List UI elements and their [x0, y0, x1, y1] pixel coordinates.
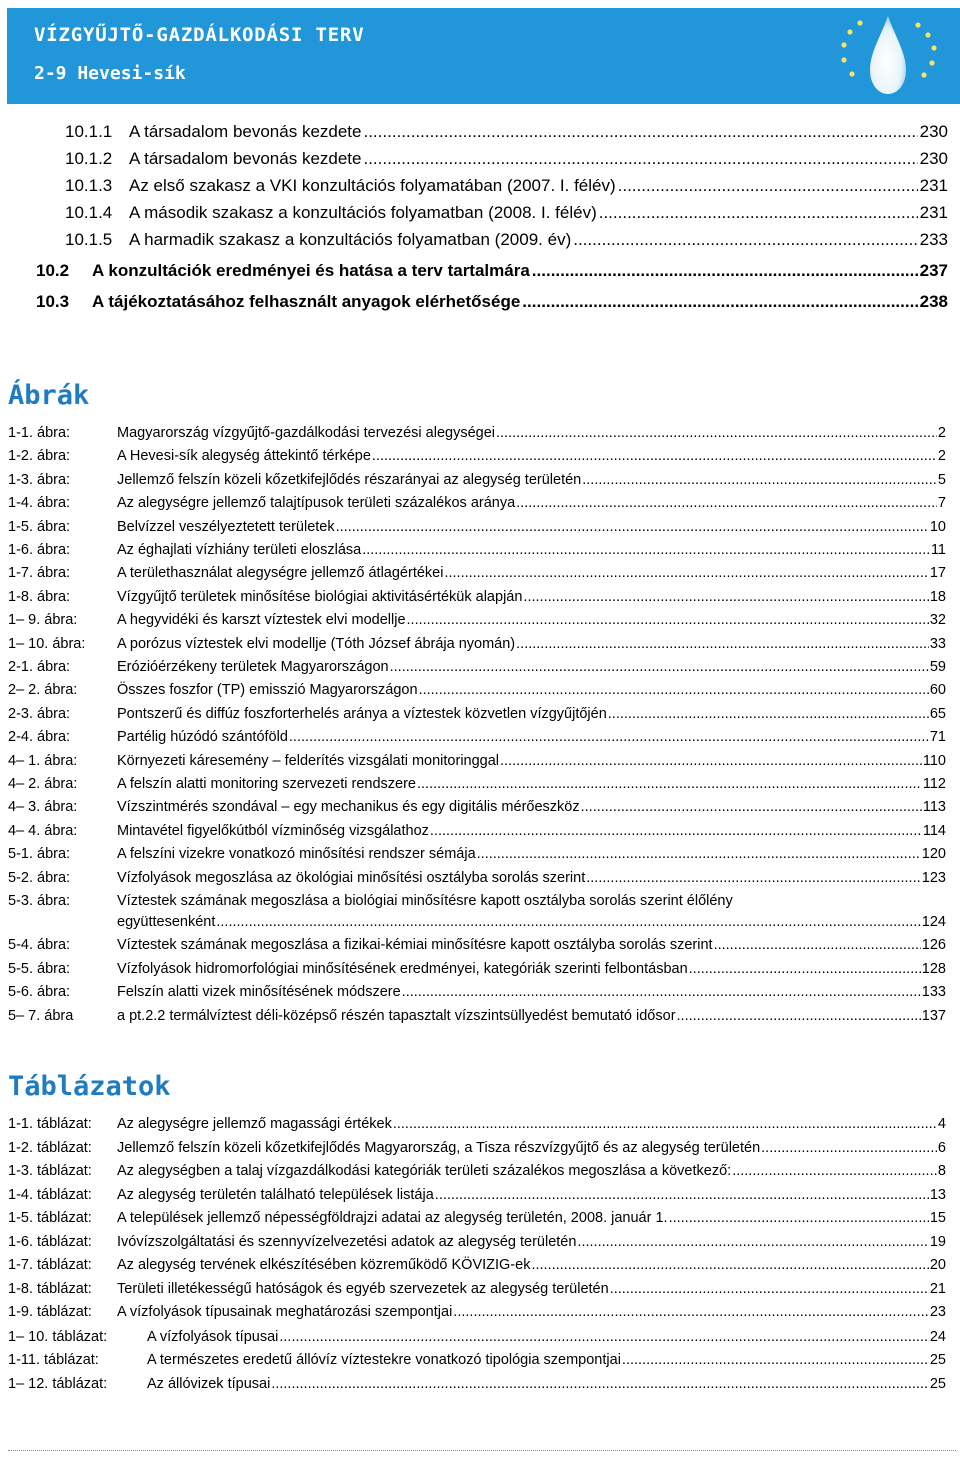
list-item-label: 1-5. ábra: — [8, 518, 71, 535]
list-item-page: 112 — [922, 776, 946, 792]
list-item[interactable] — [8, 472, 946, 488]
list-item[interactable] — [8, 1257, 946, 1273]
list-item[interactable] — [8, 1140, 946, 1156]
list-item-page: 2 — [937, 448, 946, 465]
list-item-label: 1-9. táblázat: — [8, 1304, 92, 1320]
list-item-page: 113 — [922, 799, 946, 816]
leader-dots — [390, 659, 929, 675]
list-item[interactable] — [8, 612, 946, 628]
list-item-page: 19 — [929, 1233, 946, 1250]
list-item-label: 1-4. ábra: — [8, 495, 71, 512]
toc-title: A második szakasz a konzultációs folyamatban (2008. I. félév) — [129, 203, 597, 222]
leader-dots — [531, 1257, 928, 1273]
leader-dots — [477, 846, 921, 862]
toc-page: 230 — [919, 122, 948, 141]
leader-dots — [599, 203, 918, 223]
list-item-title: A felszíni vizekre vonatkozó minősítési rendszer sémája — [117, 846, 476, 863]
list-item-label: 5-4. ábra: — [8, 937, 71, 954]
list-item[interactable] — [8, 495, 946, 511]
list-item-title: Vízfolyások megoszlása az ökológiai minősítési osztályba sorolás szerint — [117, 869, 586, 886]
leader-dots — [677, 1008, 921, 1024]
list-item-title: Partélig húzódó szántóföld — [117, 729, 288, 746]
list-item-page: 15 — [929, 1210, 946, 1226]
list-item-page: 25 — [929, 1352, 946, 1368]
list-item-page: 13 — [929, 1186, 946, 1203]
list-item-page: 4 — [937, 1116, 946, 1132]
leader-dots — [586, 870, 921, 886]
list-item-page: 59 — [929, 659, 946, 675]
leader-dots — [430, 823, 922, 839]
list-item[interactable] — [8, 448, 946, 464]
list-item-title: Az alegység tervének elkészítésében közreműködő KÖVIZIG-ek — [117, 1257, 531, 1273]
list-item-label: 1– 12. táblázat: — [8, 1375, 108, 1392]
document-title: VÍZGYŰJTŐ-GAZDÁLKODÁSI TERV — [34, 24, 365, 46]
leader-dots — [610, 1281, 929, 1297]
leader-dots — [523, 589, 928, 605]
list-item-label: 1-6. ábra: — [8, 542, 71, 558]
list-item-page: 33 — [929, 635, 946, 652]
toc-entry[interactable] — [65, 176, 948, 196]
list-item-page: 60 — [929, 682, 946, 699]
list-item[interactable] — [8, 636, 946, 652]
list-item-label: 2– 2. ábra: — [8, 682, 78, 699]
list-item-page: 120 — [921, 846, 946, 863]
list-item-label: 2-3. ábra: — [8, 705, 71, 722]
list-item-page: 126 — [921, 937, 946, 954]
toc-entry[interactable] — [65, 149, 948, 169]
toc-entry[interactable] — [36, 292, 948, 312]
list-item-title: Az alegységre jellemző magassági értékek — [117, 1116, 392, 1132]
toc-number: 10.1.1 — [65, 122, 113, 141]
leader-dots — [689, 961, 921, 977]
toc-entry[interactable] — [36, 261, 948, 281]
list-item-page: 32 — [929, 612, 946, 629]
list-item[interactable] — [8, 984, 946, 1000]
list-item-title: Az alegységben a talaj vízgazdálkodási kategóriák területi százalékos megoszlása a következő: — [117, 1163, 732, 1179]
list-item[interactable] — [117, 914, 946, 930]
list-item-title: A települések jellemző népességföldrajzi adatai az alegység területén, 2008. január 1. — [117, 1210, 668, 1226]
list-item[interactable] — [8, 519, 946, 535]
list-item-page: 6 — [937, 1139, 946, 1156]
leader-dots — [435, 1187, 929, 1203]
list-item-title: Mintavétel figyelőkútból vízminőség vizsgálathoz — [117, 822, 429, 839]
list-item-title: Jellemző felszín közeli kőzetkifejlődés Magyarország, a Tisza részvízgyűjtő és az alegység területén — [117, 1139, 761, 1156]
list-item-title: A porózus víztestek elvi modellje (Tóth József ábrája nyomán) — [117, 635, 516, 652]
list-item-page: 20 — [929, 1257, 946, 1273]
list-item-label: 1-7. ábra: — [8, 565, 71, 582]
leader-dots — [453, 1304, 929, 1320]
leader-dots — [516, 636, 929, 652]
list-item-page: 133 — [921, 984, 946, 1001]
leader-dots — [516, 495, 937, 511]
toc-page: 238 — [919, 292, 948, 311]
list-item-title: Belvízzel veszélyeztetett területek — [117, 518, 335, 535]
toc-title: A tájékoztatásához felhasznált anyagok elérhetősége — [92, 292, 521, 311]
list-item-label: 1-11. táblázat: — [8, 1352, 99, 1368]
list-item-label: 5-3. ábra: — [8, 893, 71, 909]
list-item-title: Az alegység területén található települések listája — [117, 1186, 434, 1203]
toc-page: 231 — [919, 176, 948, 195]
list-item[interactable] — [8, 565, 946, 581]
leader-dots — [761, 1140, 937, 1156]
list-item-page: 21 — [929, 1280, 946, 1297]
list-item-label: 2-4. ábra: — [8, 729, 71, 746]
list-item-label: 5– 7. ábra — [8, 1007, 74, 1024]
list-item-page: 71 — [929, 729, 946, 746]
list-item-label: 1– 9. ábra: — [8, 612, 78, 629]
leader-dots — [714, 937, 921, 953]
toc-entry[interactable] — [65, 203, 948, 223]
leader-dots — [608, 706, 929, 722]
list-item[interactable] — [8, 799, 946, 815]
list-item-title: Összes foszfor (TP) emisszió Magyarországon — [117, 682, 418, 699]
list-item[interactable] — [8, 542, 946, 558]
list-item-title: Környezeti káresemény – felderítés vizsgálati monitoringgal — [117, 752, 500, 769]
list-item-label: 1– 10. ábra: — [8, 635, 86, 652]
list-item-label: 1-3. ábra: — [8, 471, 71, 488]
list-item-page: 11 — [930, 542, 946, 558]
list-item[interactable] — [8, 870, 946, 886]
list-item-page: 5 — [937, 471, 946, 488]
toc-number: 10.3 — [36, 292, 70, 311]
toc-page: 233 — [919, 230, 948, 249]
list-item-title: A területhasználat alegységre jellemző átlagértékei — [117, 565, 444, 582]
list-item[interactable] — [8, 1234, 946, 1250]
list-item[interactable] — [8, 1116, 946, 1132]
list-item[interactable] — [8, 659, 946, 675]
list-item-label: 5-1. ábra: — [8, 846, 71, 863]
leader-dots — [500, 753, 922, 769]
leader-dots — [363, 149, 917, 169]
toc-number: 10.2 — [36, 261, 70, 280]
list-item-label: 2-1. ábra: — [8, 659, 71, 675]
list-item[interactable] — [8, 706, 946, 722]
list-item-page: 7 — [937, 495, 946, 512]
toc-title: Az első szakasz a VKI konzultációs folyamatában (2007. I. félév) — [129, 176, 616, 195]
header-banner — [7, 8, 960, 104]
list-item-page: 17 — [929, 565, 946, 582]
list-item[interactable] — [8, 589, 946, 605]
list-item[interactable] — [8, 1281, 946, 1297]
list-item-page: 23 — [929, 1304, 946, 1320]
list-item[interactable] — [8, 1008, 946, 1024]
list-item-page: 110 — [922, 752, 946, 769]
list-item[interactable] — [8, 1163, 946, 1179]
leader-dots — [581, 799, 922, 815]
leader-dots — [289, 729, 929, 745]
tables-heading: Táblázatok — [8, 1071, 171, 1102]
list-item-page: 18 — [929, 588, 946, 605]
leader-dots — [732, 1163, 937, 1179]
toc-number: 10.1.4 — [65, 203, 113, 222]
list-item-title: Pontszerű és diffúz foszforterhelés aránya a víztestek közvetlen vízgyűjtőjén — [117, 705, 607, 722]
list-item[interactable] — [8, 823, 946, 839]
list-item[interactable] — [8, 1187, 946, 1203]
leader-dots — [363, 122, 917, 142]
list-item-title: Jellemző felszín közeli kőzetkifejlődés részarányai az alegység területén — [117, 471, 582, 488]
list-item-label: 1-2. ábra: — [8, 448, 71, 465]
list-item-label: 5-2. ábra: — [8, 869, 71, 886]
list-item-label: 1– 10. táblázat: — [8, 1328, 108, 1345]
list-item[interactable] — [8, 753, 946, 769]
water-drop-stars-logo-icon — [822, 12, 954, 102]
leader-dots — [417, 776, 922, 792]
footer-rule — [8, 1450, 956, 1451]
list-item-title: A természetes eredetű állóvíz víztestekre vonatkozó tipológia szempontjai — [147, 1352, 621, 1368]
list-item-title: Területi illetékességű hatóságok és egyéb szervezetek az alegység területén — [117, 1280, 609, 1297]
toc-page: 237 — [919, 261, 948, 280]
list-item[interactable] — [8, 425, 946, 441]
list-item-title: Az alegységre jellemző talajtípusok területi százalékos aránya — [117, 495, 516, 512]
figures-heading: Ábrák — [8, 380, 90, 411]
list-item-label: 4– 2. ábra: — [8, 776, 78, 792]
list-item-title: Magyarország vízgyűjtő-gazdálkodási tervezési alegységei — [117, 425, 495, 441]
list-item-title: Felszín alatti vizek minősítésének módszere — [117, 984, 401, 1001]
list-item[interactable] — [8, 1304, 946, 1320]
list-item-title: A vízfolyások típusai — [147, 1328, 279, 1345]
toc-title: A társadalom bevonás kezdete — [129, 122, 362, 141]
list-item[interactable] — [8, 1210, 946, 1226]
list-item-label: 5-6. ábra: — [8, 984, 71, 1001]
leader-dots — [279, 1329, 928, 1345]
leader-dots — [522, 292, 917, 312]
toc-number: 10.1.5 — [65, 230, 113, 249]
list-item[interactable] — [8, 961, 946, 977]
list-item-label: 1-8. ábra: — [8, 588, 71, 605]
leader-dots — [582, 472, 937, 488]
list-item[interactable] — [8, 1352, 946, 1368]
document-subtitle: 2-9 Hevesi-sík — [34, 63, 186, 84]
list-item-title: Víztestek számának megoszlása a fizikai-kémiai minősítésre kapott osztályba sorolás szerint — [117, 937, 713, 954]
leader-dots — [496, 425, 937, 441]
leader-dots — [372, 448, 937, 464]
list-item-page: 65 — [929, 705, 946, 722]
list-item-page: 24 — [929, 1328, 946, 1345]
leader-dots — [669, 1210, 929, 1226]
list-item-page: 25 — [929, 1375, 946, 1392]
leader-dots — [407, 612, 929, 628]
list-item-page: 10 — [929, 518, 946, 535]
toc-title: A társadalom bevonás kezdete — [129, 149, 362, 168]
leader-dots — [362, 542, 930, 558]
list-item-page: 128 — [921, 960, 946, 977]
list-item-label: 1-5. táblázat: — [8, 1210, 92, 1226]
toc-number: 10.1.3 — [65, 176, 113, 195]
list-item-page: 137 — [921, 1007, 946, 1024]
list-item-label: 4– 3. ábra: — [8, 799, 78, 816]
list-item-title: Az állóvizek típusai — [147, 1375, 271, 1392]
list-item-label: 5-5. ábra: — [8, 960, 71, 977]
list-item-title: Vízfolyások hidromorfológiai minősítésének eredményei, kategóriák szerinti felbontásban — [117, 960, 688, 977]
toc-title: A harmadik szakasz a konzultációs folyamatban (2009. év) — [129, 230, 572, 249]
list-item-title: Ivóvízszolgáltatási és szennyvízelvezetési adatok az alegység területén — [117, 1233, 577, 1250]
toc-title: A konzultációk eredményei és hatása a terv tartalmára — [92, 261, 530, 280]
list-item-title: Az éghajlati vízhiány területi eloszlása — [117, 542, 362, 558]
list-item[interactable] — [8, 1329, 946, 1345]
list-item-label: 1-2. táblázat: — [8, 1139, 92, 1156]
toc-page: 230 — [919, 149, 948, 168]
leader-dots — [577, 1234, 928, 1250]
list-item[interactable] — [8, 937, 946, 953]
list-item-label: 4– 4. ábra: — [8, 822, 78, 839]
toc-page: 231 — [919, 203, 948, 222]
leader-dots — [402, 984, 921, 1000]
list-item-title: Víztestek számának megoszlása a biológiai minősítésre kapott osztályba sorolás szerint élőlény — [117, 893, 733, 909]
leader-dots — [393, 1116, 937, 1132]
list-item-label: 1-7. táblázat: — [8, 1257, 92, 1273]
list-item-label: 1-1. ábra: — [8, 425, 71, 441]
list-item-title: Vízszintmérés szondával – egy mechanikus és egy digitális mérőeszköz — [117, 799, 580, 816]
leader-dots — [419, 682, 929, 698]
leader-dots — [573, 230, 917, 250]
list-item-title: Vízgyűjtő területek minősítése biológiai aktivitásértékük alapján — [117, 588, 523, 605]
toc-entry[interactable] — [65, 122, 948, 142]
list-item-page: 2 — [937, 425, 946, 441]
list-item-title: A felszín alatti monitoring szervezeti rendszere — [117, 776, 416, 792]
list-item[interactable] — [8, 776, 946, 792]
leader-dots — [622, 1352, 929, 1368]
list-item-label: 1-1. táblázat: — [8, 1116, 92, 1132]
list-item-label: 1-3. táblázat: — [8, 1163, 92, 1179]
leader-dots — [216, 914, 920, 930]
leader-dots — [532, 261, 918, 281]
list-item-label: 1-4. táblázat: — [8, 1186, 92, 1203]
list-item-label: 4– 1. ábra: — [8, 752, 78, 769]
list-item-title: A vízfolyások típusainak meghatározási szempontjai — [117, 1304, 453, 1320]
list-item[interactable] — [8, 1376, 946, 1392]
leader-dots — [271, 1376, 929, 1392]
leader-dots — [336, 519, 929, 535]
list-item-title: a pt.2.2 termálvíztest déli-középső részén tapasztalt vízszintsüllyedést bemutató idősor — [117, 1007, 676, 1024]
list-item-page: 8 — [937, 1163, 946, 1179]
list-item-label: 1-8. táblázat: — [8, 1280, 92, 1297]
list-item-label: 1-6. táblázat: — [8, 1233, 92, 1250]
toc-number: 10.1.2 — [65, 149, 113, 168]
list-item-page: 114 — [922, 822, 946, 839]
list-item[interactable] — [8, 729, 946, 745]
list-item-page: 124 — [921, 914, 946, 930]
list-item[interactable] — [8, 846, 946, 862]
list-item[interactable] — [8, 682, 946, 698]
list-item-title: együttesenként — [117, 914, 216, 930]
list-item-title: Erózióérzékeny területek Magyarországon — [117, 659, 389, 675]
list-item-page: 123 — [921, 869, 946, 886]
toc-entry[interactable] — [65, 230, 948, 250]
list-item-title: A hegyvidéki és karszt víztestek elvi modellje — [117, 612, 406, 629]
leader-dots — [618, 176, 918, 196]
list-item-title: A Hevesi-sík alegység áttekintő térképe — [117, 448, 371, 465]
leader-dots — [444, 565, 928, 581]
